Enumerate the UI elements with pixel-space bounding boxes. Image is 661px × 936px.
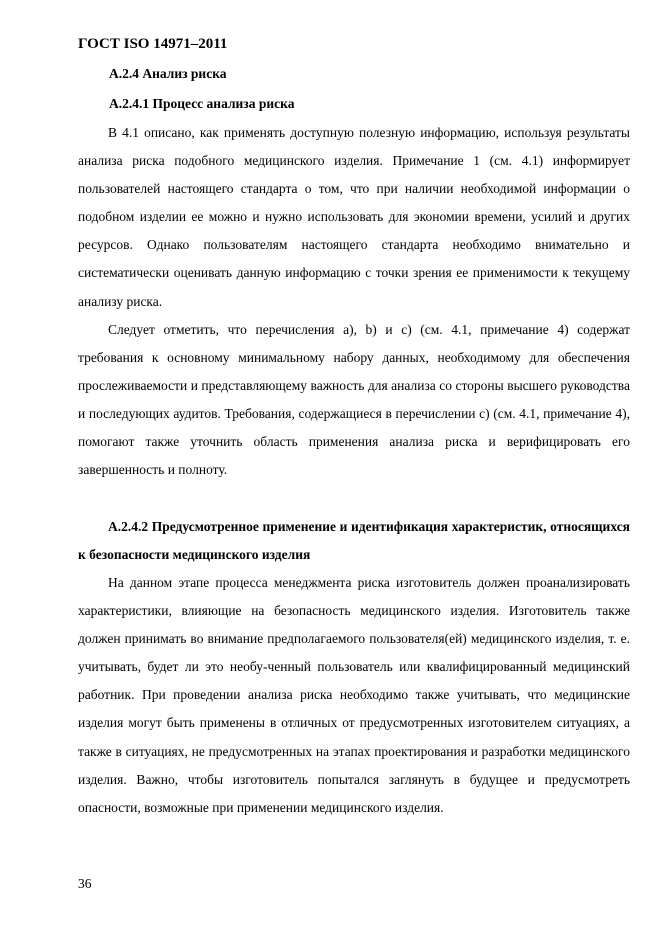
- page-number: 36: [78, 876, 92, 891]
- paragraph-3: На данном этапе процесса менеджмента риска изготовитель должен проанализировать характеристики, влияющие на безопасность медицинского изделия. Изготовитель также должен принимать во внимание предполагаемого пользователя(ей) медицинского изделия, т. е. учитывать, будет ли это необу-ченный пользователь или квалифицированный медицинский работник. При проведении анализа риска необходимо также учитывать, что медицинские изделия могут быть применены в отличных от предусмотренных изготовителем ситуациях, а также в ситуациях, не предусмотренных на этапах проектирования и разработки медицинского изделия. Важно, чтобы изготовитель попытался заглянуть в будущее и предусмотреть опасности, возможные при применении медицинского изделия.: [78, 575, 630, 815]
- section-heading-a-2-4-1: А.2.4.1 Процесс анализа риска: [109, 96, 295, 111]
- section-heading-a-2-4-2: А.2.4.2 Предусмотренное применение и идентификация характеристик, относящихся к безопасности медицинского изделия: [78, 519, 630, 563]
- paragraph-1: В 4.1 описано, как применять доступную полезную информацию, используя результаты анализа риска подобного медицинского изделия. Примечание 1 (см. 4.1) информирует пользователей настоящего стандарта о том, что при наличии необходимой информации о подобном изделии ее можно и нужно использовать для экономии времени, усилий и других ресурсов. Однако пользователям настоящего стандарта необходимо внимательно и систематически оценивать данную информацию с точки зрения ее применимости к текущему анализу риска.: [78, 125, 630, 309]
- section-heading-a-2-4: А.2.4 Анализ риска: [109, 66, 227, 81]
- paragraph-2: Следует отметить, что перечисления а), b) и с) (см. 4.1, примечание 4) содержат требования к основному минимальному набору данных, необходимому для обеспечения прослеживаемости и представляющему важность для анализа со стороны высшего руководства и последующих аудитов. Требования, содержащиеся в перечислении с) (см. 4.1, примечание 4), помогают также уточнить область применения анализа риска и верифицировать его завершенность и полноту.: [78, 322, 630, 478]
- document-header: ГОСТ ISO 14971–2011: [78, 36, 228, 52]
